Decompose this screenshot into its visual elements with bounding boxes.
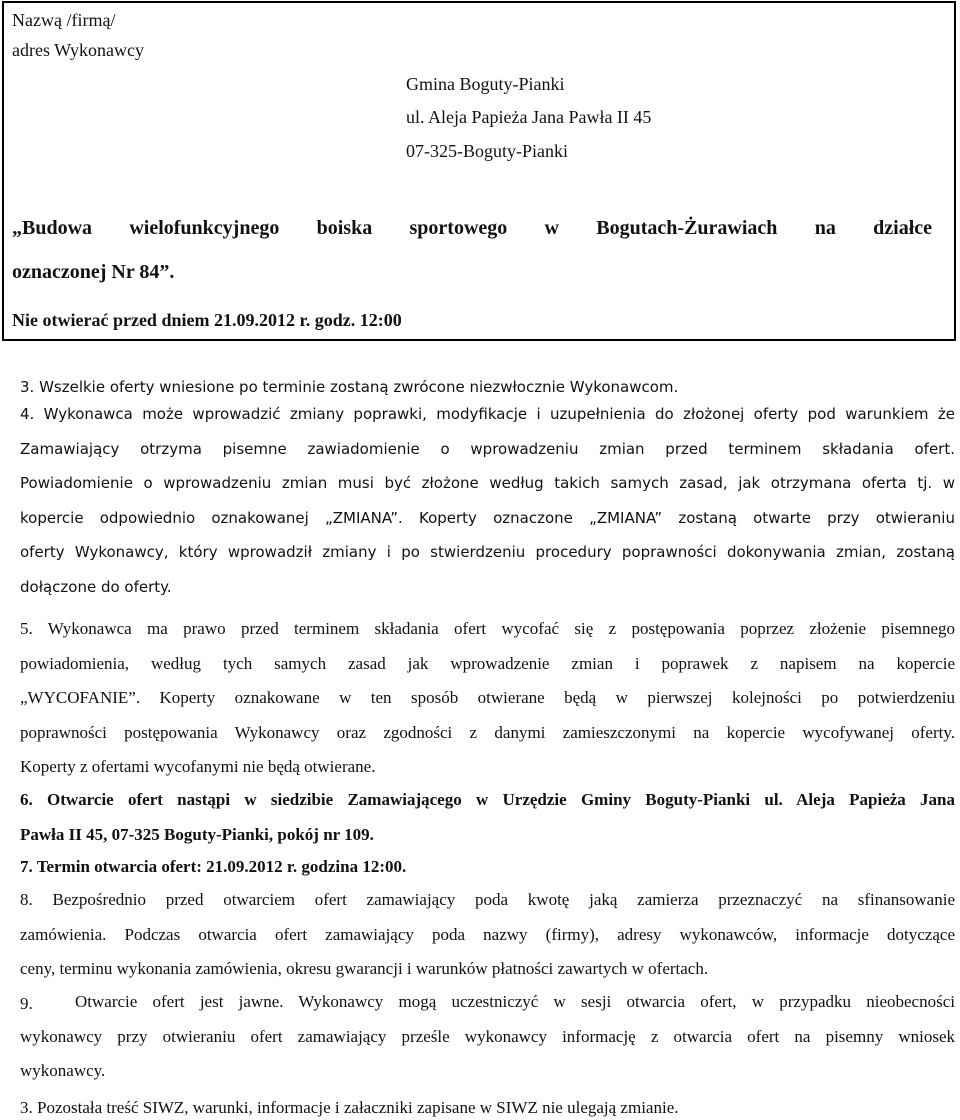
item-9 [20,985,955,1089]
project-title-line1: „Budowa wielofunkcyjnego boiska sportowego w Bogutach-Żurawiach na działce [12,217,932,239]
item-6-line: Pawła II 45, 07-325 Boguty-Pianki, pokój nr 109. [20,824,374,844]
item-4-line: dołączone do oferty. [20,577,172,596]
item-5-line: „WYCOFANIE”. Koperty oznakowane w ten sposób otwierane będą w pierwszej kolejności po potwierdzeniu [20,688,955,707]
item-5-line: 5. Wykonawca ma prawo przed terminem składania ofert wycofać się z postępowania poprzez złożenie pisemnego [20,619,955,638]
item-9-line: wykonawcy. [20,1061,106,1080]
item-6-line: 6. Otwarcie ofert nastąpi w siedzibie Zamawiającego w Urzędzie Gminy Boguty-Pianki ul. Aleja Papieża Jana [20,790,955,809]
item-5-line: poprawności postępowania Wykonawcy oraz zgodności z danymi zamieszczonymi na kopercie wycofywanej oferty. [20,722,955,742]
do-not-open-notice: Nie otwierać przed dniem 21.09.2012 r. godz. 12:00 [12,310,402,330]
item-5-line: Koperty z ofertami wycofanymi nie będą otwierane. [20,757,376,776]
item-8 [20,883,955,987]
item-8-line: ceny, terminu wykonania zamówienia, okresu gwarancji i warunków płatności zawartych w ofertach. [20,959,709,978]
item-6 [20,783,955,852]
sender-name-label: Nazwą /firmą/ [12,10,116,30]
sender-address-label: adres Wykonawcy [12,40,145,60]
item-3: 3. Wszelkie oferty wniesione po terminie zostaną zwrócone niezwłocznie Wykonawcom. [20,378,679,396]
item-final: 3. Pozostała treść SIWZ, warunki, informacje i załaczniki zapisane w SIWZ nie ulegają zmianie. [20,1098,679,1117]
item-8-line: zamówienia. Podczas otwarcia ofert zamawiający poda nazwy (firmy), adresy wykonawców, informacje dotyczące [20,924,955,944]
item-4-line: Zamawiający otrzyma pisemne zawiadomienie o wprowadzeniu zmian przed terminem składania ofert. [20,439,955,458]
envelope-label-box [2,1,956,341]
item-4 [20,397,955,604]
item-9-line: wykonawcy przy otwieraniu ofert zamawiający prześle wykonawcy informację z otwarcia ofert na pisemny wniosek [20,1026,955,1046]
item-9-line: Otwarcie ofert jest jawne. Wykonawcy mogą uczestniczyć w sesji otwarcia ofert, w przypadku nieobecności [75,992,955,1011]
item-5-line: powiadomienia, według tych samych zasad jak wprowadzenie zmian i poprawek z napisem na kopercie [20,653,955,673]
recipient-street: ul. Aleja Papieża Jana Pawła II 45 [406,107,652,127]
recipient-postcode: 07-325-Boguty-Pianki [406,141,568,161]
item-9-number: 9. [20,994,33,1013]
item-5 [20,612,955,785]
item-4-line: oferty Wykonawcy, który wprowadził zmiany i po stwierdzeniu procedury poprawności dokonywania zmian, zostaną [20,543,955,561]
recipient-name: Gmina Boguty-Pianki [406,74,565,94]
item-4-line: 4. Wykonawca może wprowadzić zmiany poprawki, modyfikacje i uzupełnienia do złożonej oferty pod warunkiem że [20,405,955,423]
item-4-line: kopercie odpowiednio oznakowanej „ZMIANA”. Koperty oznaczone „ZMIANA” zostaną otwarte przy otwieraniu [20,508,955,527]
item-7: 7. Termin otwarcia ofert: 21.09.2012 r. godzina 12:00. [20,857,407,876]
item-8-line: 8. Bezpośrednio przed otwarciem ofert zamawiający poda kwotę jaką zamierza przeznaczyć na sfinansowanie [20,890,955,909]
project-title-line2: oznaczonej Nr 84”. [12,261,175,283]
item-4-line: Powiadomienie o wprowadzeniu zmian musi być złożone według takich samych zasad, jak otrzymana oferta tj. w [20,474,955,492]
